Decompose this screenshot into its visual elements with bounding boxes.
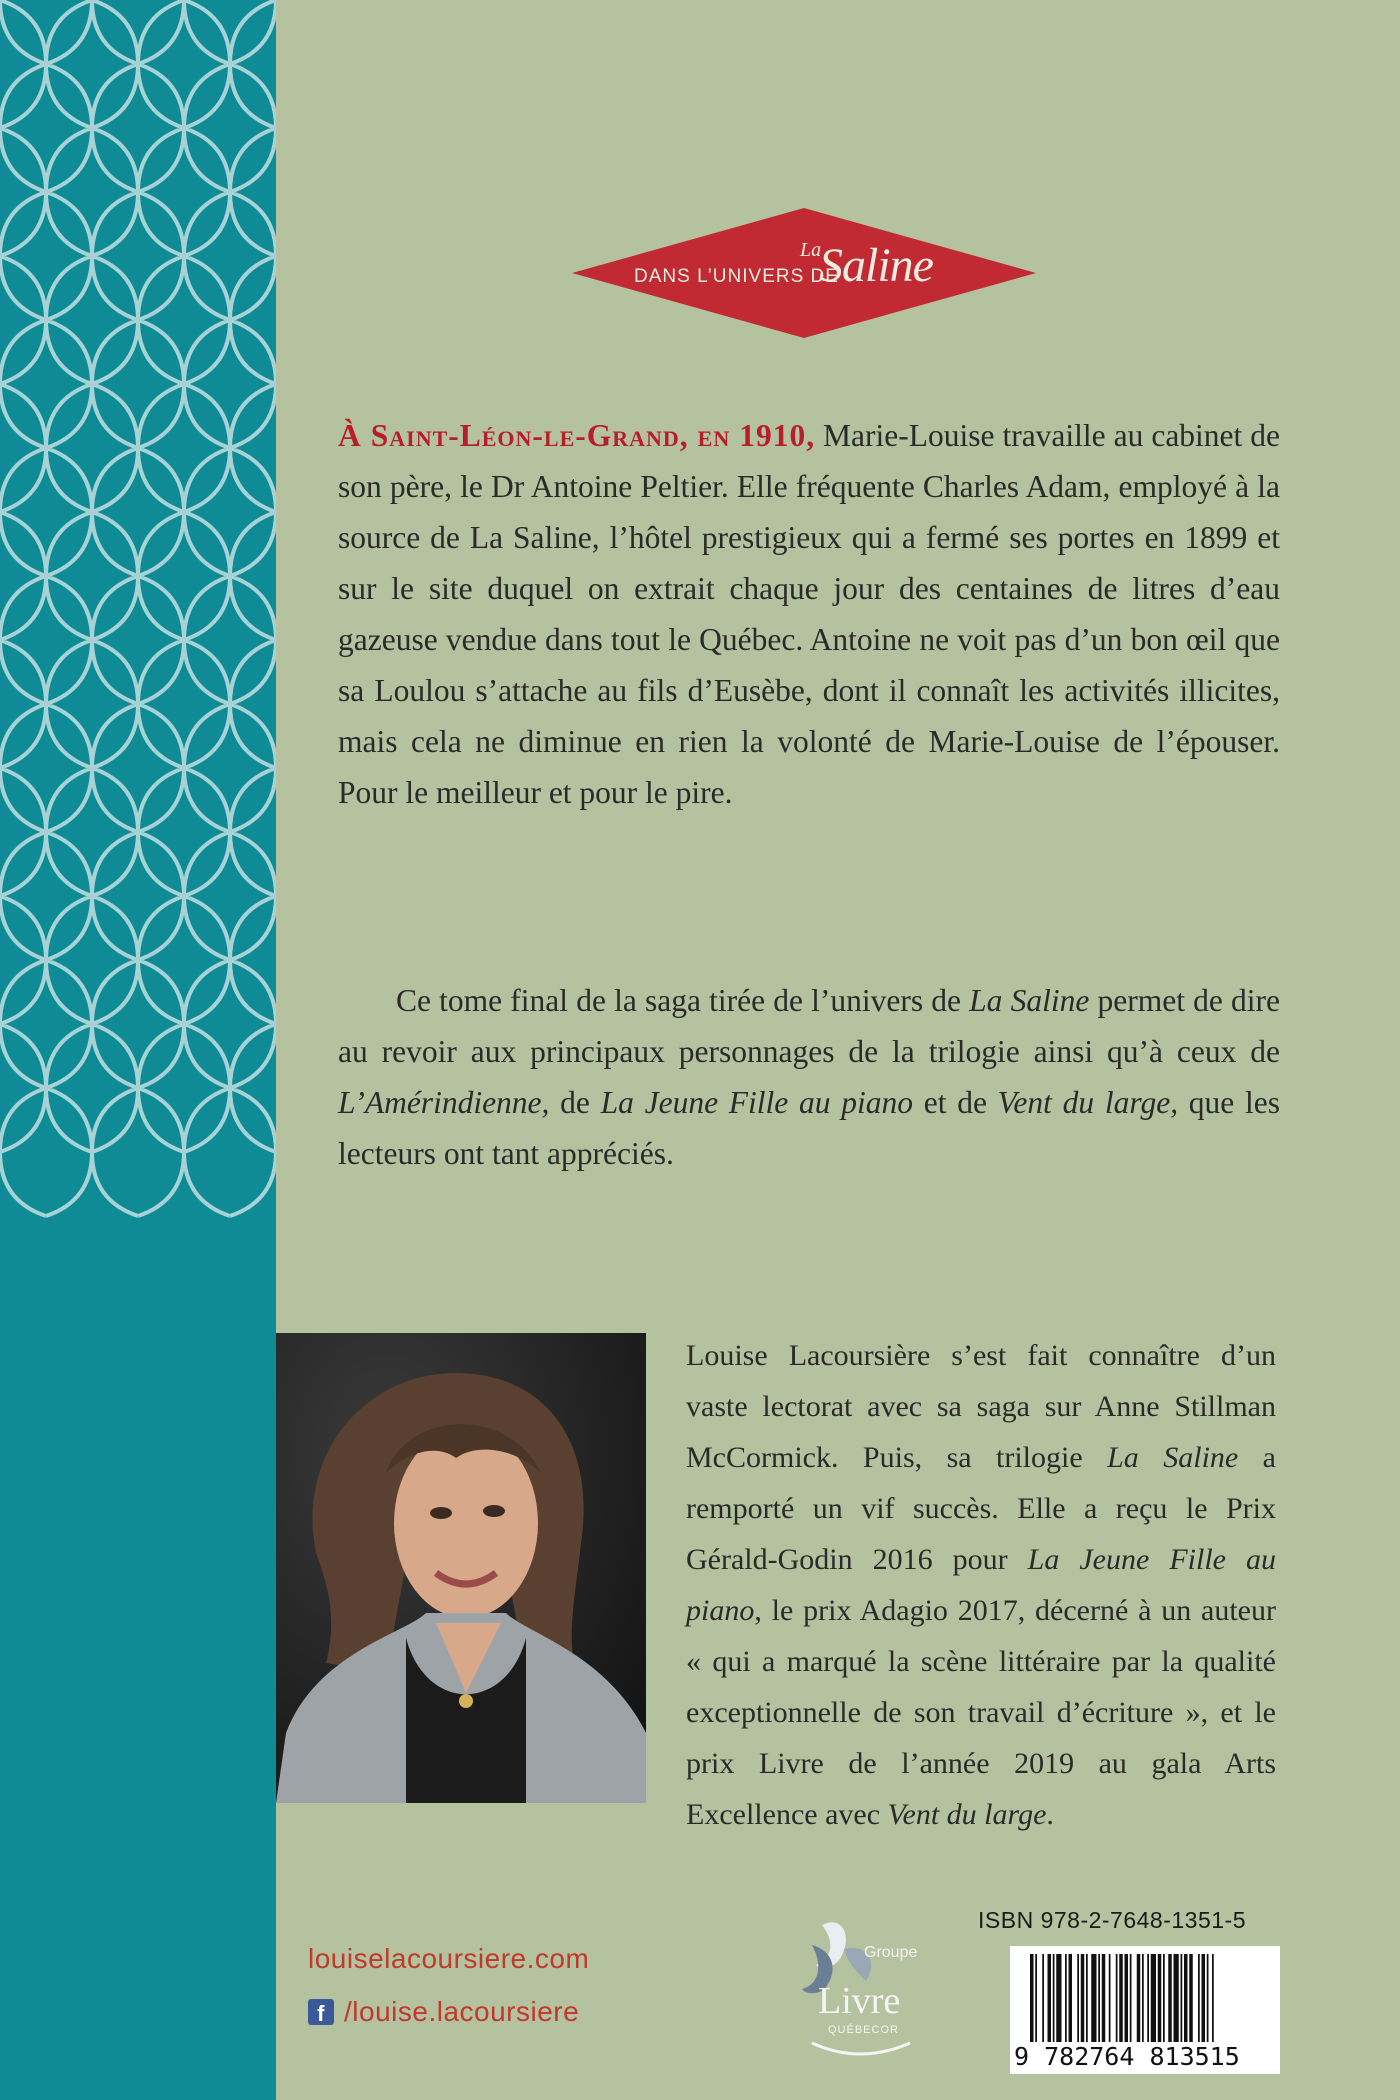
publisher-logo <box>782 1905 942 2075</box>
barcode-digits: 9 782764 813515 <box>1014 2042 1240 2071</box>
synopsis-paragraph-1 <box>338 410 1280 818</box>
isbn-label: ISBN 978-2-7648-1351-5 <box>978 1907 1246 1933</box>
author-website-link[interactable]: louiselacoursiere.com <box>308 1943 590 1974</box>
book-title: L’Amérindienne, <box>338 1085 550 1120</box>
decorative-lattice-band <box>0 0 276 2100</box>
publisher-logo-line2: Livre <box>818 1980 901 2022</box>
book-title: La Saline <box>969 983 1090 1018</box>
synopsis-text: et de <box>913 1085 998 1120</box>
author-bio <box>686 1330 1276 1840</box>
synopsis-text: que les lecteurs ont tant appréciés. <box>338 1085 1281 1171</box>
book-title: Vent du large <box>887 1798 1047 1831</box>
facebook-link[interactable] <box>308 1996 579 2028</box>
synopsis-paragraph-2 <box>338 975 1280 1179</box>
bio-text: , le prix Adagio 2017, décerné à un auteur « qui a marqué la scène littéraire par la qualité exceptionnelle de son travail d’écriture », et le prix Livre de l’année 2019 au gala Arts Excellence avec <box>686 1594 1276 1831</box>
isbn-barcode <box>1010 1946 1280 2074</box>
bio-text: Louise Lacoursière s’est fait connaître d’un vaste lectorat avec sa saga sur Anne Stillman McCormick. Puis, sa trilogie <box>686 1339 1276 1474</box>
synopsis-text: permet de dire au revoir aux principaux personnages de la trilogie ainsi qu’à ceux de <box>338 983 1280 1069</box>
series-badge-la: La <box>800 239 822 261</box>
bio-text: a remporté un vif succès. Elle a reçu le Prix Gérald-Godin 2016 pour <box>686 1441 1276 1576</box>
publisher-logo-line3: QUÉBECOR <box>828 2024 899 2036</box>
series-badge-title: Saline <box>819 239 933 292</box>
series-badge <box>572 208 1036 338</box>
synopsis-lead: À Saint-Léon-le-Grand, en 1910, <box>338 418 816 453</box>
series-badge-prefix: DANS L’UNIVERS DE <box>634 266 839 287</box>
facebook-icon: f <box>308 1999 334 2025</box>
book-title: La Saline <box>1107 1441 1239 1474</box>
facebook-link-label: /louise.lacoursiere <box>344 1996 580 2027</box>
bio-text: . <box>1046 1798 1054 1831</box>
synopsis-text: Ce tome final de la saga tirée de l’univers de <box>396 983 970 1018</box>
book-title: La Jeune Fille au piano <box>600 1085 913 1120</box>
synopsis-text: de <box>549 1085 601 1120</box>
author-photo <box>276 1333 646 1803</box>
synopsis-text: Marie-Louise travaille au cabinet de son père, le Dr Antoine Peltier. Elle fréquente Charles Adam, employé à la source de La Saline, l’hôtel prestigieux qui a fermé ses portes en 1899 et sur le site duquel on extrait chaque jour des centaines de litres d’eau gazeuse vendue dans tout le Québec. Antoine ne voit pas d’un bon œil que sa Loulou s’attache au fils d’Eusèbe, dont il connaît les activités illicites, mais cela ne diminue en rien la volonté de Marie-Louise de l’épouser. Pour le meilleur et pour le pire. <box>338 418 1280 810</box>
book-title: Vent du large, <box>997 1085 1179 1120</box>
publisher-logo-line1: Groupe <box>864 1944 918 1961</box>
book-title: La Jeune Fille au piano <box>686 1543 1276 1627</box>
